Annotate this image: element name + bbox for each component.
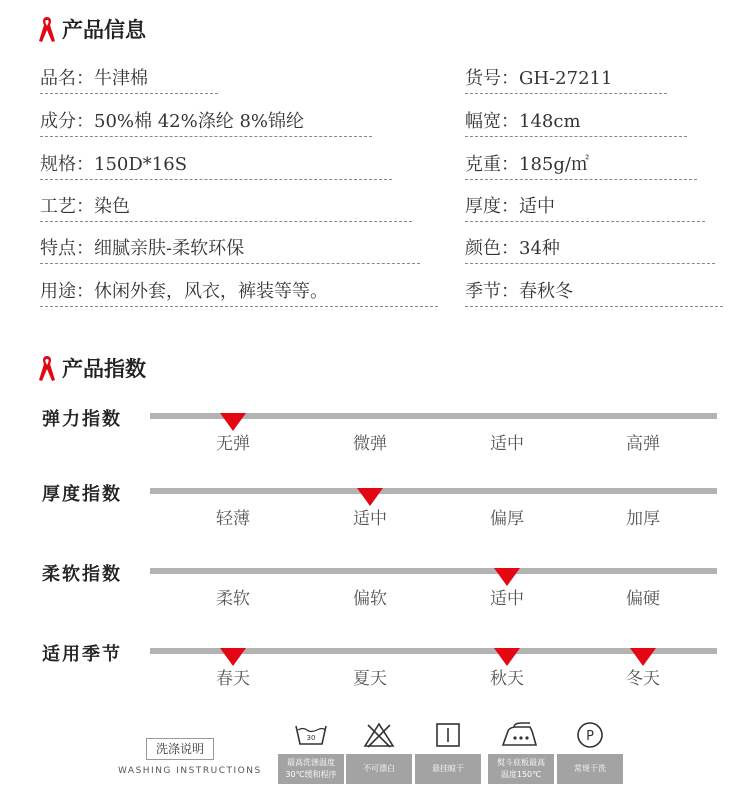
info-row-left bbox=[40, 107, 372, 137]
info-row-left bbox=[40, 277, 438, 307]
info-value: 150D*16S bbox=[94, 154, 188, 175]
hang-dry-icon bbox=[434, 721, 462, 749]
care-caption bbox=[557, 754, 623, 784]
index-option: 柔软 bbox=[216, 589, 250, 609]
info-row-left bbox=[40, 64, 218, 94]
info-value: 春秋冬 bbox=[519, 281, 573, 302]
index-option: 冬天 bbox=[626, 669, 660, 689]
info-sep: ： bbox=[76, 281, 94, 302]
selected-marker-icon bbox=[494, 648, 520, 666]
selected-marker-icon bbox=[220, 648, 246, 666]
product-index-title-text: 产品指数 bbox=[62, 357, 146, 381]
info-key: 克重 bbox=[465, 154, 501, 175]
care-caption bbox=[278, 754, 344, 784]
selected-marker-icon bbox=[630, 648, 656, 666]
index-option: 加厚 bbox=[626, 509, 660, 529]
info-row-right bbox=[465, 150, 697, 180]
index-option: 春天 bbox=[216, 669, 250, 689]
svg-text:30: 30 bbox=[306, 734, 316, 742]
index-label: 柔软指数 bbox=[42, 564, 122, 585]
index-option: 偏厚 bbox=[490, 509, 524, 529]
index-option: 高弹 bbox=[626, 434, 660, 454]
index-option: 夏天 bbox=[353, 669, 387, 689]
index-label: 厚度指数 bbox=[42, 484, 122, 505]
index-option: 偏硬 bbox=[626, 589, 660, 609]
index-option: 微弹 bbox=[353, 434, 387, 454]
info-key: 季节 bbox=[465, 281, 501, 302]
info-value: 牛津棉 bbox=[94, 68, 148, 89]
info-key: 特点 bbox=[40, 238, 76, 259]
info-row-right bbox=[465, 234, 715, 264]
index-option: 秋天 bbox=[490, 669, 524, 689]
info-row-right bbox=[465, 107, 687, 137]
index-label: 适用季节 bbox=[42, 644, 122, 665]
info-value: 细腻亲肤-柔软环保 bbox=[94, 238, 245, 259]
info-sep: ： bbox=[501, 196, 519, 217]
selected-marker-icon bbox=[220, 413, 246, 431]
washing-title: 洗涤说明 bbox=[146, 738, 214, 760]
info-sep: ： bbox=[501, 154, 519, 175]
info-key: 幅宽 bbox=[465, 111, 501, 132]
info-sep: ： bbox=[501, 68, 519, 89]
info-value: 休闲外套，风衣，裤装等等。 bbox=[94, 281, 328, 302]
info-value: 染色 bbox=[94, 196, 130, 217]
ribbon-icon bbox=[38, 354, 56, 382]
info-key: 成分 bbox=[40, 111, 76, 132]
care-caption-text: 熨斗底板最高 温度150℃ bbox=[497, 758, 545, 779]
care-caption bbox=[346, 754, 412, 784]
index-bar bbox=[150, 568, 717, 574]
dry-clean-p-icon bbox=[575, 720, 605, 750]
selected-marker-icon bbox=[357, 488, 383, 506]
wash-30-icon bbox=[294, 722, 328, 748]
info-key: 颜色 bbox=[465, 238, 501, 259]
info-row-left bbox=[40, 150, 392, 180]
info-sep: ： bbox=[501, 111, 519, 132]
care-caption-text: 常规干洗 bbox=[574, 764, 606, 773]
info-sep: ： bbox=[76, 154, 94, 175]
care-item-wash bbox=[278, 720, 344, 784]
product-index-title bbox=[38, 353, 146, 383]
info-row-left bbox=[40, 234, 420, 264]
care-item-iron bbox=[488, 720, 554, 784]
info-value: GH-27211 bbox=[519, 68, 613, 89]
svg-text:P: P bbox=[586, 729, 594, 744]
info-value: 34种 bbox=[519, 238, 560, 259]
ribbon-icon bbox=[38, 15, 56, 43]
info-sep: ： bbox=[501, 281, 519, 302]
product-info-title-text: 产品信息 bbox=[62, 18, 146, 42]
index-option: 偏软 bbox=[353, 589, 387, 609]
index-option: 适中 bbox=[490, 434, 524, 454]
index-option: 无弹 bbox=[216, 434, 250, 454]
iron-150-icon bbox=[500, 721, 542, 749]
care-item-dry bbox=[415, 720, 481, 784]
no-bleach-icon bbox=[362, 721, 396, 749]
care-item-bleach bbox=[346, 720, 412, 784]
info-key: 规格 bbox=[40, 154, 76, 175]
info-sep: ： bbox=[76, 238, 94, 259]
info-value: 185g/㎡ bbox=[519, 154, 589, 175]
info-key: 工艺 bbox=[40, 196, 76, 217]
info-row-right bbox=[465, 192, 705, 222]
index-option: 适中 bbox=[353, 509, 387, 529]
care-caption-text: 悬挂晾干 bbox=[432, 764, 464, 773]
care-caption-text: 最高洗涤温度 30℃缓和程序 bbox=[285, 758, 337, 779]
care-caption bbox=[488, 754, 554, 784]
info-row-right bbox=[465, 64, 667, 94]
info-key: 用途 bbox=[40, 281, 76, 302]
index-option: 轻薄 bbox=[216, 509, 250, 529]
index-bar bbox=[150, 488, 717, 494]
info-row-left bbox=[40, 192, 412, 222]
index-label: 弹力指数 bbox=[42, 409, 122, 430]
info-sep: ： bbox=[76, 111, 94, 132]
care-caption-text: 不可漂白 bbox=[363, 764, 395, 773]
info-value: 148cm bbox=[519, 111, 581, 132]
info-value: 50%棉 42%涤纶 8%锦纶 bbox=[94, 111, 305, 132]
product-info-title bbox=[38, 14, 146, 44]
selected-marker-icon bbox=[494, 568, 520, 586]
info-key: 厚度 bbox=[465, 196, 501, 217]
info-value: 适中 bbox=[519, 196, 555, 217]
info-sep: ： bbox=[501, 238, 519, 259]
care-caption bbox=[415, 754, 481, 784]
info-sep: ： bbox=[76, 68, 94, 89]
info-key: 货号 bbox=[465, 68, 501, 89]
info-key: 品名 bbox=[40, 68, 76, 89]
index-option: 适中 bbox=[490, 589, 524, 609]
info-row-right bbox=[465, 277, 723, 307]
info-sep: ： bbox=[76, 196, 94, 217]
washing-subtitle: WASHING INSTRUCTIONS bbox=[118, 766, 262, 776]
care-item-dryclean bbox=[557, 720, 623, 784]
